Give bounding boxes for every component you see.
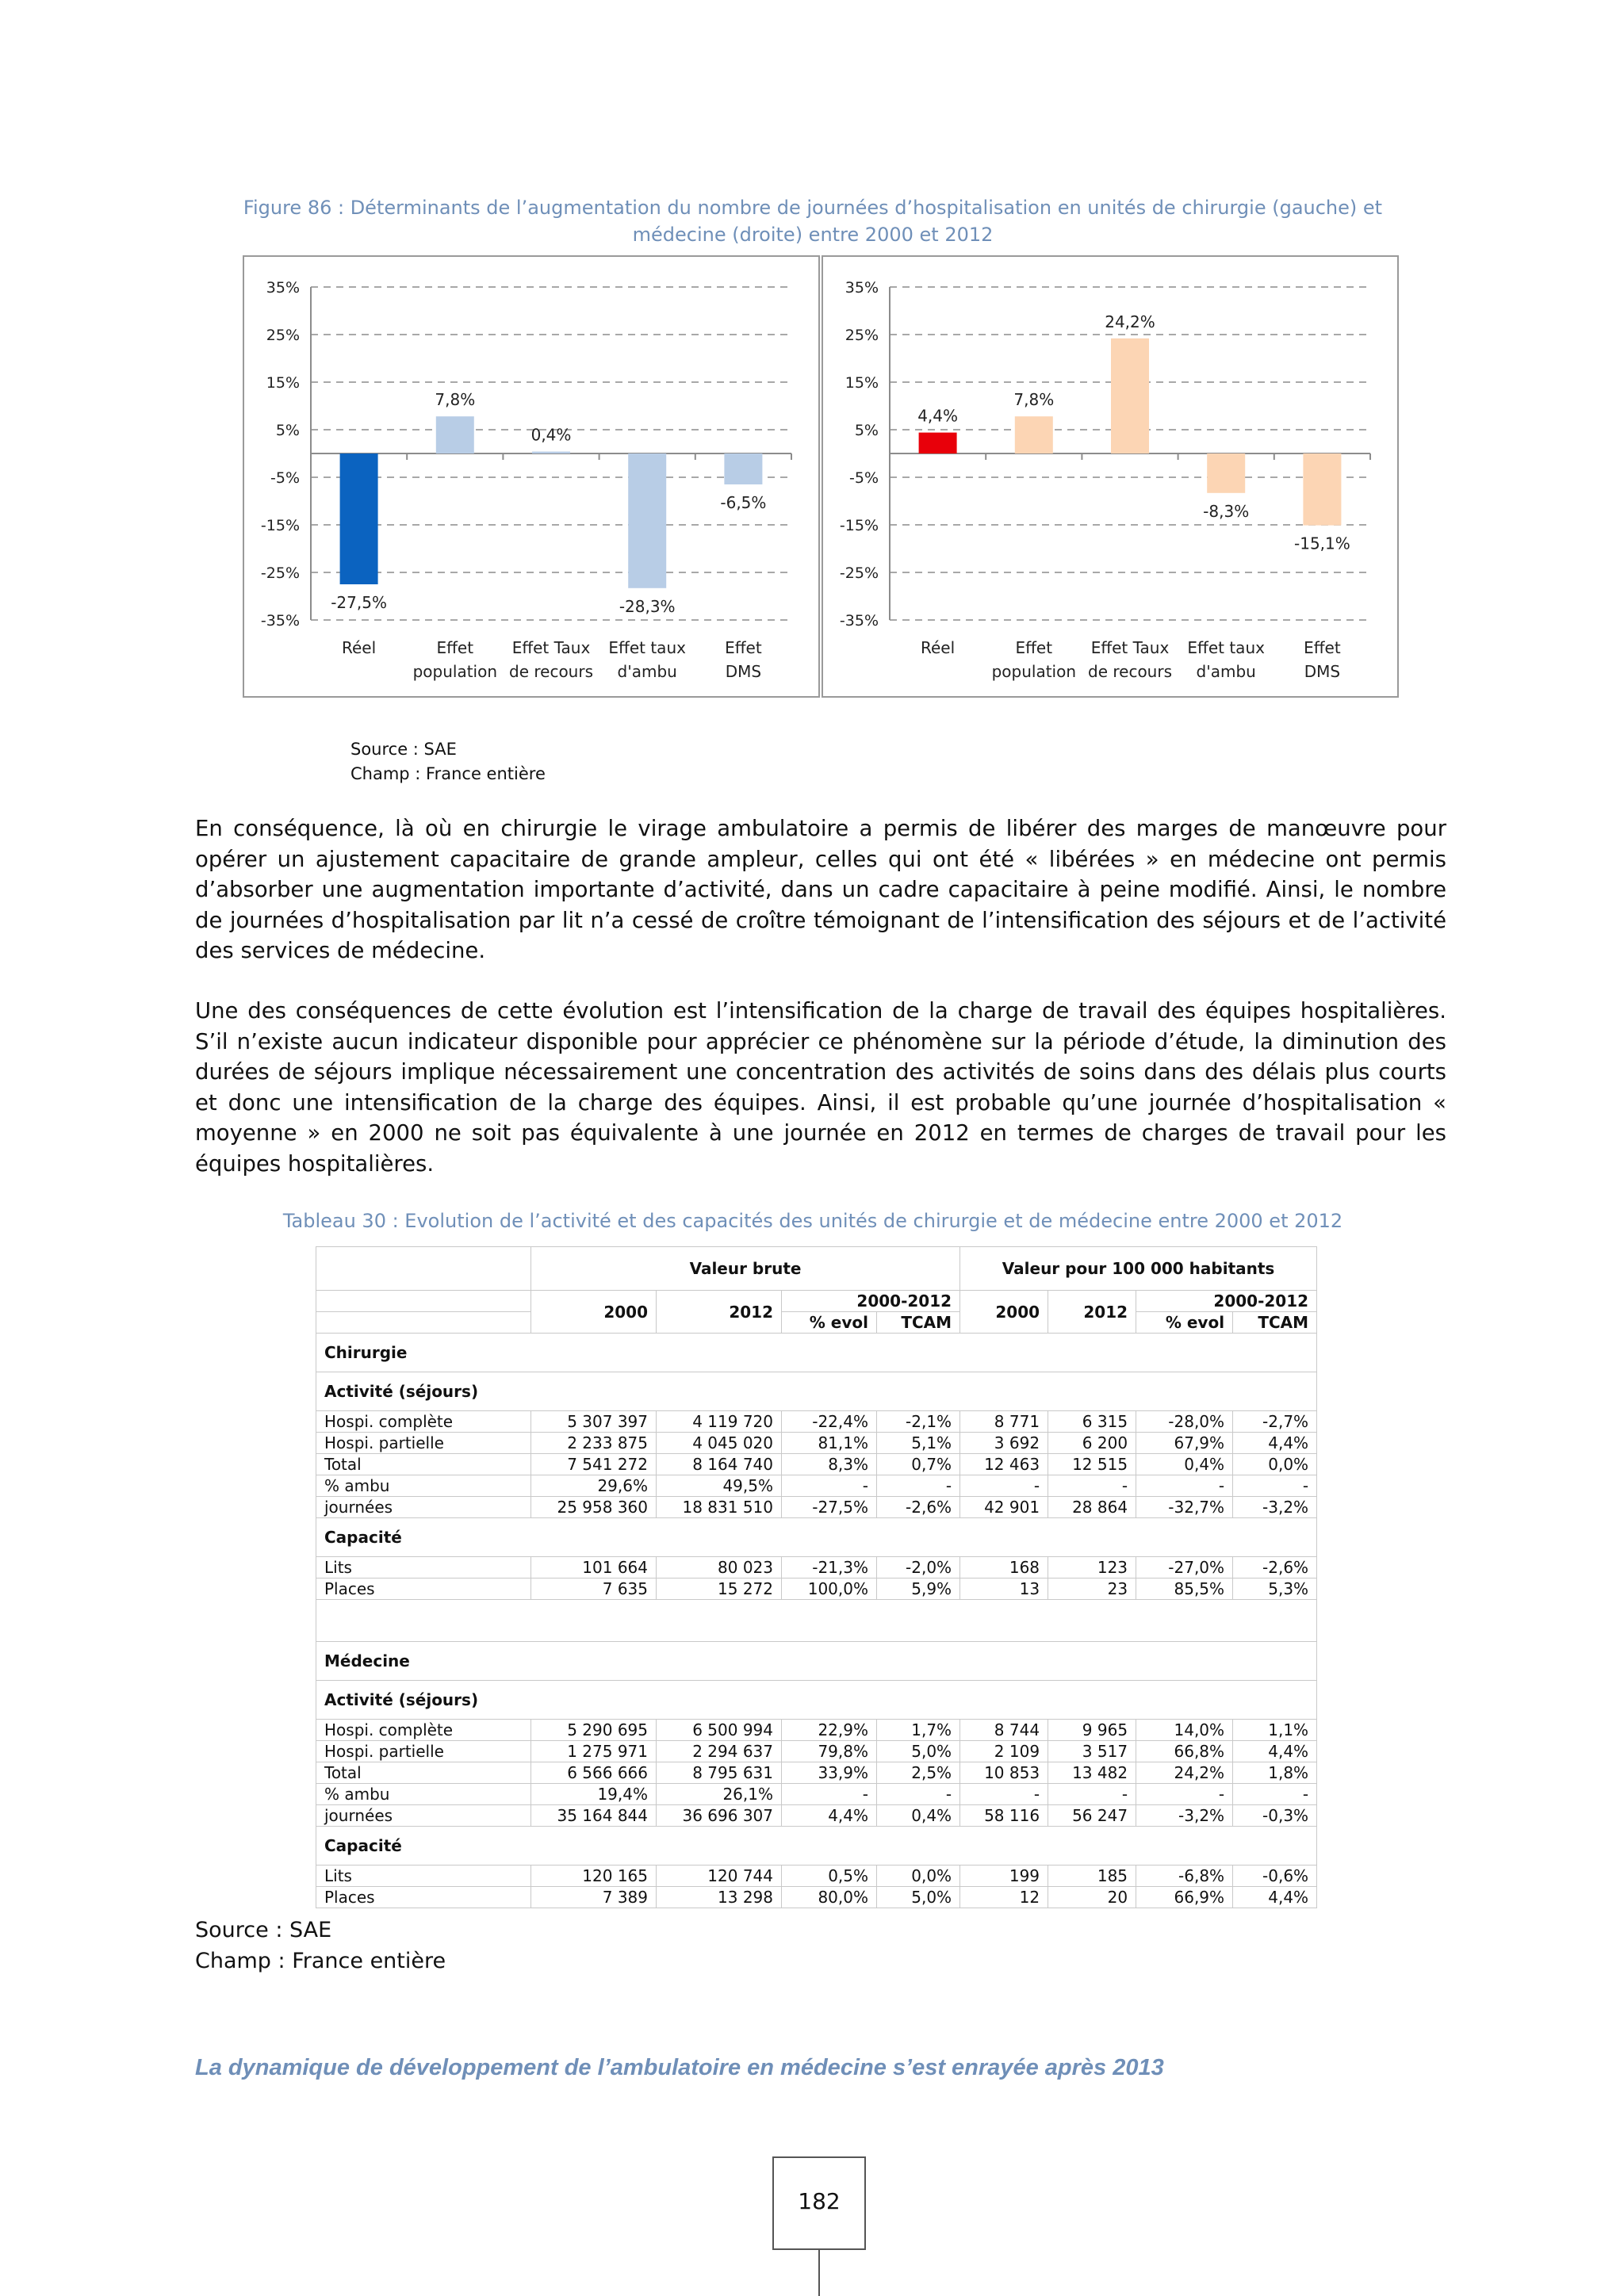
row-label: Total (316, 1454, 531, 1475)
table-cell: -2,0% (877, 1557, 960, 1578)
y-tick-label: 5% (854, 422, 879, 439)
table-cell: 6 566 666 (531, 1762, 657, 1784)
y-tick-label: -25% (260, 564, 300, 582)
y-tick-label: -5% (270, 469, 300, 487)
table-cell: 24,2% (1136, 1762, 1233, 1784)
table-cell: 6 315 (1048, 1411, 1136, 1433)
data-label: 4,4% (917, 406, 959, 426)
table-cell: 28 864 (1048, 1497, 1136, 1518)
table-cell: 8 795 631 (657, 1762, 782, 1784)
row-label: journées (316, 1497, 531, 1518)
table-cell: 1,1% (1233, 1720, 1317, 1741)
table-cell: 1,8% (1233, 1762, 1317, 1784)
table-cell: - (782, 1784, 877, 1805)
table-row (316, 1805, 1317, 1827)
table-section-row (316, 1518, 1317, 1557)
bar (1303, 453, 1341, 526)
row-label: Lits (316, 1557, 531, 1578)
table-cell: 42 901 (960, 1497, 1048, 1518)
table-cell: 8 744 (960, 1720, 1048, 1741)
table-cell: - (877, 1475, 960, 1497)
table-cell: 4 045 020 (657, 1433, 782, 1454)
row-label: Hospi. partielle (316, 1433, 531, 1454)
row-label: Places (316, 1887, 531, 1908)
table-cell: 2 294 637 (657, 1741, 782, 1762)
y-tick-label: 35% (845, 279, 879, 297)
table-cell: -2,1% (877, 1411, 960, 1433)
table-cell: 101 664 (531, 1557, 657, 1578)
table-row (316, 1720, 1317, 1741)
table-cell: 3 517 (1048, 1741, 1136, 1762)
table-section-row (316, 1372, 1317, 1411)
table-row (316, 1866, 1317, 1887)
header-evol: % evol (1136, 1312, 1233, 1334)
table-cell: 85,5% (1136, 1578, 1233, 1600)
table-cell: - (877, 1784, 960, 1805)
table-caption: Tableau 30 : Evolution de l’activité et des capacités des unités de chirurgie et de médecine entre 2000 et 2012 (282, 1210, 1343, 1232)
table-cell: 1,7% (877, 1720, 960, 1741)
table-cell: 100,0% (782, 1578, 877, 1600)
table-cell: 7 541 272 (531, 1454, 657, 1475)
table-cell: - (960, 1475, 1048, 1497)
table-cell: -6,8% (1136, 1866, 1233, 1887)
data-label: 7,8% (435, 390, 476, 410)
table-cell: 33,9% (782, 1762, 877, 1784)
table-section-medecine (316, 1642, 1317, 1908)
table-cell: 13 (960, 1578, 1048, 1600)
y-tick-label: 5% (275, 422, 300, 439)
table-cell: 7 635 (531, 1578, 657, 1600)
table-row (316, 1497, 1317, 1518)
table-cell: 8,3% (782, 1454, 877, 1475)
table-cell: - (1233, 1784, 1317, 1805)
paragraph-2: Une des conséquences de cette évolution est l’intensification de la charge de travail des équipes hospitalières. S’il n’existe aucun indicateur disponible pour apprécier ce phénomène sur la période d’étude, la diminution des durées de séjours implique nécessairement une concentration des activités de soins dans des délais plus courts et donc une intensification de la charge des équipes. Ainsi, il est probable qu’une journée d’hospitalisation « moyenne » en 2000 ne soit pas équivalente à une journée en 2012 en termes de charges de travail pour les équipes hospitalières. (195, 998, 1446, 1177)
table-cell: -28,0% (1136, 1411, 1233, 1433)
table-cell: 8 164 740 (657, 1454, 782, 1475)
table-cell: 0,7% (877, 1454, 960, 1475)
table-cell: - (1136, 1475, 1233, 1497)
table-cell: 185 (1048, 1866, 1136, 1887)
table-cell: -32,7% (1136, 1497, 1233, 1518)
row-label: journées (316, 1805, 531, 1827)
data-label: -6,5% (720, 493, 767, 512)
table-cell: 12 (960, 1887, 1048, 1908)
page-number-line (818, 2250, 820, 2296)
table-cell: 66,8% (1136, 1741, 1233, 1762)
table-cell: -0,6% (1233, 1866, 1317, 1887)
data-label: -28,3% (619, 596, 676, 616)
table-cell: 25 958 360 (531, 1497, 657, 1518)
data-label: 0,4% (530, 425, 572, 445)
header-period: 2000-2012 (782, 1291, 960, 1312)
table-row (316, 1557, 1317, 1578)
table-cell: 22,9% (782, 1720, 877, 1741)
table-cell: - (1136, 1784, 1233, 1805)
table-cell: 12 463 (960, 1454, 1048, 1475)
table-cell: 4,4% (1233, 1887, 1317, 1908)
table-cell: 120 744 (657, 1866, 782, 1887)
header-tcam: TCAM (1233, 1312, 1317, 1334)
bar (436, 416, 474, 453)
table-cell: 12 515 (1048, 1454, 1136, 1475)
y-tick-label: 15% (266, 374, 300, 392)
table-section-row (316, 1334, 1317, 1372)
category-label: Effet Taux de recours (1088, 638, 1172, 681)
table-spacer (316, 1600, 1317, 1642)
table-cell: 19,4% (531, 1784, 657, 1805)
table-cell: 3 692 (960, 1433, 1048, 1454)
table-cell: 7 389 (531, 1887, 657, 1908)
table-cell: 13 482 (1048, 1762, 1136, 1784)
header-evol: % evol (782, 1312, 877, 1334)
table-cell: -2,6% (877, 1497, 960, 1518)
y-tick-label: -35% (839, 612, 879, 629)
table-section-row (316, 1681, 1317, 1720)
table-cell: 35 164 844 (531, 1805, 657, 1827)
table-cell: 6 500 994 (657, 1720, 782, 1741)
table-cell: -27,0% (1136, 1557, 1233, 1578)
table-cell: 80 023 (657, 1557, 782, 1578)
table-header-row (316, 1247, 1317, 1291)
table-cell: -0,3% (1233, 1805, 1317, 1827)
category-label: Effet Taux de recours (509, 638, 593, 681)
data-label: 24,2% (1105, 312, 1155, 331)
table-cell: 0,0% (1233, 1454, 1317, 1475)
table-cell: 5,0% (877, 1887, 960, 1908)
header-2000: 2000 (531, 1291, 657, 1334)
category-label: Réel (342, 638, 377, 657)
table-cell: 80,0% (782, 1887, 877, 1908)
table-source: Source : SAE (195, 1918, 332, 1942)
bar (724, 453, 762, 484)
table-cell: 5,3% (1233, 1578, 1317, 1600)
table-cell: 0,4% (1136, 1454, 1233, 1475)
table-cell: 13 298 (657, 1887, 782, 1908)
capacite-label: Capacité (316, 1827, 1317, 1866)
table-row (316, 1411, 1317, 1433)
table-cell: 120 165 (531, 1866, 657, 1887)
table-cell: 18 831 510 (657, 1497, 782, 1518)
header-2012: 2012 (657, 1291, 782, 1334)
table-cell: 9 965 (1048, 1720, 1136, 1741)
table-section-row (316, 1642, 1317, 1681)
table-cell: 36 696 307 (657, 1805, 782, 1827)
table-cell: - (782, 1475, 877, 1497)
bar (340, 453, 378, 584)
table-row (316, 1454, 1317, 1475)
row-label: Places (316, 1578, 531, 1600)
y-tick-label: -25% (839, 564, 879, 582)
table-cell: - (1233, 1475, 1317, 1497)
data-label: 7,8% (1013, 390, 1055, 410)
chirurgie-title: Chirurgie (316, 1334, 1317, 1372)
y-tick-label: 25% (266, 327, 300, 344)
table-cell: 5,1% (877, 1433, 960, 1454)
table-cell: 4,4% (1233, 1433, 1317, 1454)
table-cell: 6 200 (1048, 1433, 1136, 1454)
table-cell: 66,9% (1136, 1887, 1233, 1908)
data-label: -15,1% (1294, 534, 1350, 553)
table-cell: 1 275 971 (531, 1741, 657, 1762)
y-tick-label: -15% (260, 517, 300, 534)
header-valeur-brute: Valeur brute (531, 1247, 960, 1291)
table-cell: 0,4% (877, 1805, 960, 1827)
section-subtitle: La dynamique de développement de l’ambulatoire en médecine s’est enrayée après 2013 (195, 2055, 1164, 2080)
table-cell: 67,9% (1136, 1433, 1233, 1454)
row-label: Total (316, 1762, 531, 1784)
bar (1207, 453, 1245, 493)
table-section-chirurgie (316, 1334, 1317, 1600)
table-cell: 5 307 397 (531, 1411, 657, 1433)
table-header-row (316, 1291, 1317, 1312)
chart-chirurgie-svg (244, 257, 822, 699)
table-cell: 4,4% (782, 1805, 877, 1827)
page-number: 182 (772, 2156, 866, 2250)
category-label: Effet taux d'ambu (1187, 638, 1265, 681)
row-label: Lits (316, 1866, 531, 1887)
bar (1015, 416, 1053, 453)
table-cell: - (1048, 1475, 1136, 1497)
table-cell: 168 (960, 1557, 1048, 1578)
y-tick-label: -5% (849, 469, 879, 487)
table-cell: 2 109 (960, 1741, 1048, 1762)
bar (532, 452, 570, 453)
table-row (316, 1578, 1317, 1600)
table-cell: 2,5% (877, 1762, 960, 1784)
activite-label: Activité (séjours) (316, 1681, 1317, 1720)
category-label: Réel (921, 638, 956, 657)
figure-source: Source : SAE (350, 740, 457, 759)
row-label: % ambu (316, 1784, 531, 1805)
table-row (316, 1433, 1317, 1454)
medecine-title: Médecine (316, 1642, 1317, 1681)
table-header-row (316, 1312, 1317, 1334)
category-label: Effet population (412, 638, 498, 681)
row-label: Hospi. complète (316, 1411, 531, 1433)
table-cell: 56 247 (1048, 1805, 1136, 1827)
bar (919, 433, 957, 453)
category-label: Effet population (991, 638, 1077, 681)
header-2000: 2000 (960, 1291, 1048, 1334)
table-cell: 29,6% (531, 1475, 657, 1497)
table-cell: 49,5% (657, 1475, 782, 1497)
bar (628, 453, 666, 588)
figure-champ: Champ : France entière (350, 764, 546, 783)
chart-medecine (822, 255, 1399, 698)
row-label: % ambu (316, 1475, 531, 1497)
table-cell: 26,1% (657, 1784, 782, 1805)
table-section-row (316, 1827, 1317, 1866)
category-label: Effet DMS (1304, 638, 1341, 681)
table-row (316, 1784, 1317, 1805)
activite-label: Activité (séjours) (316, 1372, 1317, 1411)
capacite-label: Capacité (316, 1518, 1317, 1557)
data-label: -27,5% (331, 593, 387, 612)
header-period: 2000-2012 (1136, 1291, 1317, 1312)
data-label: -8,3% (1203, 501, 1250, 521)
y-tick-label: -35% (260, 612, 300, 629)
figure-caption: Figure 86 : Déterminants de l’augmentation du nombre de journées d’hospitalisation en unités de chirurgie (gauche) et médecine (droite) entre 2000 et 2012 (243, 197, 1383, 246)
table-cell: - (1048, 1784, 1136, 1805)
table-cell: 79,8% (782, 1741, 877, 1762)
table-cell: 15 272 (657, 1578, 782, 1600)
table-cell: -21,3% (782, 1557, 877, 1578)
table-cell: -3,2% (1233, 1497, 1317, 1518)
header-tcam: TCAM (877, 1312, 960, 1334)
table-row (316, 1887, 1317, 1908)
chart-chirurgie (243, 255, 820, 698)
table-cell: 14,0% (1136, 1720, 1233, 1741)
paragraph-1: En conséquence, là où en chirurgie le virage ambulatoire a permis de libérer des marges de manœuvre pour opérer un ajustement capacitaire de grande ampleur, celles qui ont été « libérées » en médecine ont permis d’absorber une augmentation importante d’activité, dans un cadre capacitaire à peine modifié. Ainsi, le nombre de journées d’hospitalisation par lit n’a cessé de croître témoignant de l’intensification des séjours et de l’activité des services de médecine. (195, 816, 1446, 963)
table-cell: 123 (1048, 1557, 1136, 1578)
table-cell: -3,2% (1136, 1805, 1233, 1827)
table-cell: 5 290 695 (531, 1720, 657, 1741)
table-row (316, 1762, 1317, 1784)
y-tick-label: 25% (845, 327, 879, 344)
category-label: Effet taux d'ambu (608, 638, 686, 681)
table-row (316, 1741, 1317, 1762)
table-cell: 2 233 875 (531, 1433, 657, 1454)
table-champ: Champ : France entière (195, 1949, 446, 1973)
header-2012: 2012 (1048, 1291, 1136, 1334)
y-tick-label: 15% (845, 374, 879, 392)
table-cell: 10 853 (960, 1762, 1048, 1784)
y-tick-label: 35% (266, 279, 300, 297)
table-cell: 4,4% (1233, 1741, 1317, 1762)
data-table (316, 1246, 1317, 1908)
table-cell: 8 771 (960, 1411, 1048, 1433)
row-label: Hospi. partielle (316, 1741, 531, 1762)
header-valeur-100000: Valeur pour 100 000 habitants (960, 1247, 1317, 1291)
table-cell: -27,5% (782, 1497, 877, 1518)
table-cell: 81,1% (782, 1433, 877, 1454)
table-cell: 0,0% (877, 1866, 960, 1887)
table-cell: -22,4% (782, 1411, 877, 1433)
row-label: Hospi. complète (316, 1720, 531, 1741)
table-cell: 0,5% (782, 1866, 877, 1887)
table-cell: 5,0% (877, 1741, 960, 1762)
table-cell: -2,6% (1233, 1557, 1317, 1578)
y-tick-label: -15% (839, 517, 879, 534)
table-cell: -2,7% (1233, 1411, 1317, 1433)
table-cell: 23 (1048, 1578, 1136, 1600)
table-cell: 4 119 720 (657, 1411, 782, 1433)
table-row (316, 1475, 1317, 1497)
chart-medecine-svg (823, 257, 1400, 699)
bar (1111, 339, 1149, 453)
category-label: Effet DMS (725, 638, 762, 681)
table-cell: - (960, 1784, 1048, 1805)
table-cell: 58 116 (960, 1805, 1048, 1827)
table-cell: 199 (960, 1866, 1048, 1887)
table-cell: 5,9% (877, 1578, 960, 1600)
table-cell: 20 (1048, 1887, 1136, 1908)
